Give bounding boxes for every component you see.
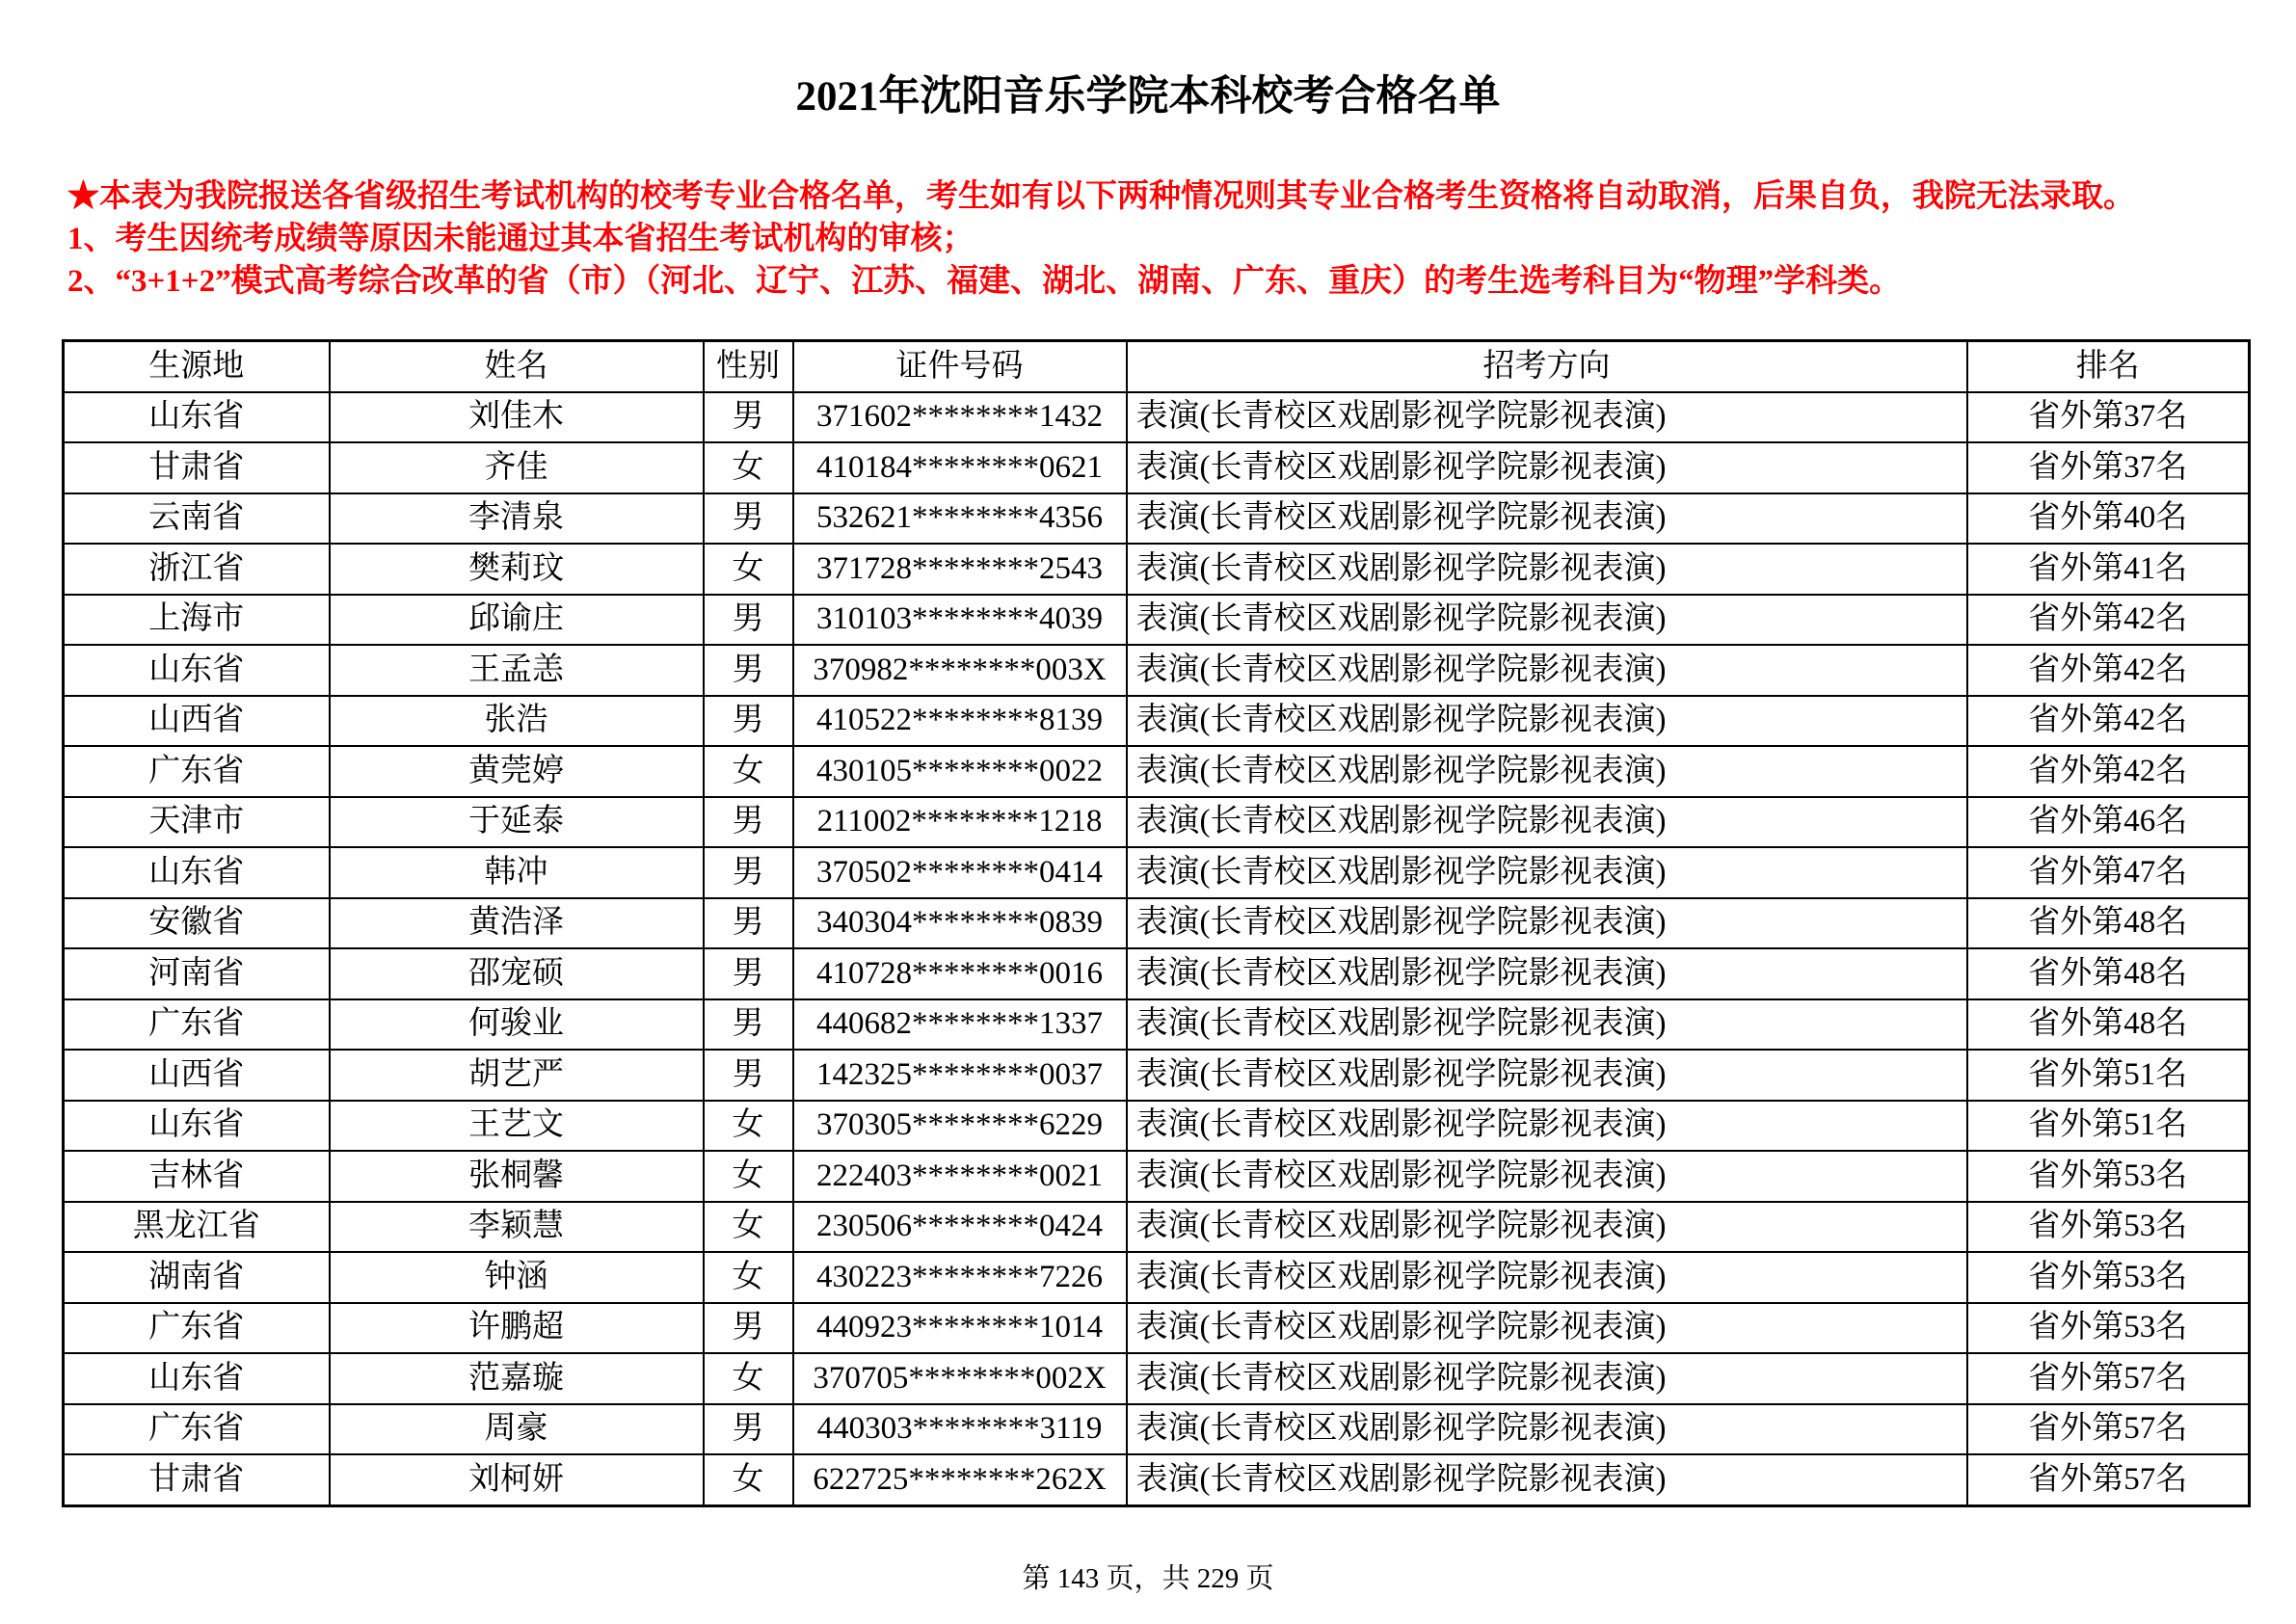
cell-name: 钟涵	[330, 1252, 704, 1303]
cell-id-number: 532621********4356	[793, 493, 1127, 545]
cell-rank: 省外第57名	[1967, 1353, 2250, 1404]
column-header-gender: 性别	[704, 341, 793, 392]
cell-origin: 安徽省	[64, 898, 330, 949]
cell-origin: 山西省	[64, 1050, 330, 1101]
cell-id-number: 310103********4039	[793, 595, 1127, 646]
cell-name: 胡艺严	[330, 1050, 704, 1101]
cell-rank: 省外第53名	[1967, 1202, 2250, 1253]
cell-major: 表演(长青校区戏剧影视学院影视表演)	[1127, 493, 1967, 545]
cell-gender: 女	[704, 1252, 793, 1303]
cell-id-number: 211002********1218	[793, 797, 1127, 848]
cell-origin: 山东省	[64, 1101, 330, 1152]
cell-rank: 省外第46名	[1967, 797, 2250, 848]
notice-line-2: 1、考生因统考成绩等原因未能通过其本省招生考试机构的审核；	[67, 222, 974, 256]
column-header-origin: 生源地	[64, 341, 330, 392]
cell-id-number: 371728********2543	[793, 544, 1127, 595]
table-head	[64, 341, 2250, 392]
cell-gender: 女	[704, 1454, 793, 1505]
table-body	[64, 392, 2250, 1506]
cell-id-number: 370982********003X	[793, 645, 1127, 696]
cell-gender: 女	[704, 544, 793, 595]
cell-name: 韩冲	[330, 847, 704, 898]
cell-major: 表演(长青校区戏剧影视学院影视表演)	[1127, 645, 1967, 696]
cell-gender: 男	[704, 493, 793, 545]
cell-gender: 男	[704, 595, 793, 646]
cell-gender: 男	[704, 847, 793, 898]
notice-line-1: ★本表为我院报送各省级招生考试机构的校考专业合格名单，考生如有以下两种情况则其专业合格考生资格将自动取消，后果自负，我院无法录取。	[67, 179, 2135, 214]
cell-origin: 黑龙江省	[64, 1202, 330, 1253]
table-row	[64, 392, 2250, 443]
cell-major: 表演(长青校区戏剧影视学院影视表演)	[1127, 1404, 1967, 1455]
cell-major: 表演(长青校区戏剧影视学院影视表演)	[1127, 595, 1967, 646]
cell-name: 李清泉	[330, 493, 704, 545]
cell-rank: 省外第48名	[1967, 948, 2250, 999]
column-header-id-number: 证件号码	[793, 341, 1127, 392]
table-row	[64, 1050, 2250, 1101]
cell-rank: 省外第53名	[1967, 1252, 2250, 1303]
cell-major: 表演(长青校区戏剧影视学院影视表演)	[1127, 544, 1967, 595]
cell-major: 表演(长青校区戏剧影视学院影视表演)	[1127, 1303, 1967, 1354]
table-row	[64, 442, 2250, 493]
cell-name: 刘佳木	[330, 392, 704, 443]
cell-gender: 男	[704, 645, 793, 696]
cell-origin: 上海市	[64, 595, 330, 646]
table-row	[64, 898, 2250, 949]
cell-gender: 女	[704, 1101, 793, 1152]
table-row	[64, 696, 2250, 747]
cell-name: 周豪	[330, 1404, 704, 1455]
cell-rank: 省外第41名	[1967, 544, 2250, 595]
table-row	[64, 847, 2250, 898]
cell-id-number: 440682********1337	[793, 999, 1127, 1051]
table-row	[64, 544, 2250, 595]
cell-major: 表演(长青校区戏剧影视学院影视表演)	[1127, 1050, 1967, 1101]
cell-rank: 省外第47名	[1967, 847, 2250, 898]
admission-list-table	[62, 339, 2251, 1507]
cell-major: 表演(长青校区戏剧影视学院影视表演)	[1127, 1202, 1967, 1253]
cell-name: 黄莞婷	[330, 746, 704, 797]
cell-id-number: 370502********0414	[793, 847, 1127, 898]
cell-id-number: 222403********0021	[793, 1151, 1127, 1202]
table-row	[64, 1353, 2250, 1404]
cell-name: 齐佳	[330, 442, 704, 493]
column-header-name: 姓名	[330, 341, 704, 392]
table-row	[64, 999, 2250, 1051]
table-row	[64, 1454, 2250, 1505]
cell-id-number: 230506********0424	[793, 1202, 1127, 1253]
cell-origin: 山东省	[64, 847, 330, 898]
cell-gender: 男	[704, 1303, 793, 1354]
cell-origin: 吉林省	[64, 1151, 330, 1202]
document-title: 2021年沈阳音乐学院本科校考合格名单	[795, 74, 1501, 120]
table-row	[64, 595, 2250, 646]
cell-origin: 甘肃省	[64, 442, 330, 493]
cell-rank: 省外第42名	[1967, 696, 2250, 747]
cell-name: 王孟恙	[330, 645, 704, 696]
cell-origin: 山东省	[64, 392, 330, 443]
page-number-footer: 第 143 页，共 229 页	[1022, 1563, 1274, 1594]
cell-rank: 省外第42名	[1967, 645, 2250, 696]
cell-name: 黄浩泽	[330, 898, 704, 949]
cell-rank: 省外第48名	[1967, 898, 2250, 949]
cell-name: 许鹏超	[330, 1303, 704, 1354]
cell-gender: 女	[704, 1151, 793, 1202]
cell-rank: 省外第57名	[1967, 1454, 2250, 1505]
table-row	[64, 1404, 2250, 1455]
cell-name: 张桐馨	[330, 1151, 704, 1202]
cell-major: 表演(长青校区戏剧影视学院影视表演)	[1127, 898, 1967, 949]
cell-id-number: 410184********0621	[793, 442, 1127, 493]
cell-rank: 省外第37名	[1967, 392, 2250, 443]
cell-gender: 男	[704, 797, 793, 848]
cell-origin: 河南省	[64, 948, 330, 999]
cell-rank: 省外第57名	[1967, 1404, 2250, 1455]
cell-rank: 省外第53名	[1967, 1151, 2250, 1202]
cell-name: 李颖慧	[330, 1202, 704, 1253]
cell-rank: 省外第40名	[1967, 493, 2250, 545]
cell-gender: 男	[704, 948, 793, 999]
cell-major: 表演(长青校区戏剧影视学院影视表演)	[1127, 696, 1967, 747]
table-row	[64, 645, 2250, 696]
cell-rank: 省外第42名	[1967, 595, 2250, 646]
cell-origin: 山西省	[64, 696, 330, 747]
table-row	[64, 1303, 2250, 1354]
cell-gender: 男	[704, 898, 793, 949]
cell-name: 樊莉玟	[330, 544, 704, 595]
table-row	[64, 797, 2250, 848]
table-row	[64, 1252, 2250, 1303]
cell-rank: 省外第51名	[1967, 1050, 2250, 1101]
cell-origin: 山东省	[64, 1353, 330, 1404]
table-row	[64, 493, 2250, 545]
cell-id-number: 142325********0037	[793, 1050, 1127, 1101]
cell-gender: 男	[704, 1050, 793, 1101]
cell-major: 表演(长青校区戏剧影视学院影视表演)	[1127, 1252, 1967, 1303]
cell-id-number: 440303********3119	[793, 1404, 1127, 1455]
notice-block	[67, 175, 2275, 303]
cell-id-number: 371602********1432	[793, 392, 1127, 443]
cell-major: 表演(长青校区戏剧影视学院影视表演)	[1127, 1353, 1967, 1404]
cell-rank: 省外第42名	[1967, 746, 2250, 797]
cell-name: 张浩	[330, 696, 704, 747]
table-row	[64, 948, 2250, 999]
cell-major: 表演(长青校区戏剧影视学院影视表演)	[1127, 797, 1967, 848]
cell-major: 表演(长青校区戏剧影视学院影视表演)	[1127, 746, 1967, 797]
cell-major: 表演(长青校区戏剧影视学院影视表演)	[1127, 442, 1967, 493]
cell-major: 表演(长青校区戏剧影视学院影视表演)	[1127, 1454, 1967, 1505]
table-row	[64, 746, 2250, 797]
cell-gender: 男	[704, 999, 793, 1051]
cell-origin: 广东省	[64, 1303, 330, 1354]
cell-id-number: 440923********1014	[793, 1303, 1127, 1354]
table-row	[64, 1101, 2250, 1152]
table-row	[64, 1202, 2250, 1253]
cell-id-number: 430105********0022	[793, 746, 1127, 797]
column-header-rank: 排名	[1967, 341, 2250, 392]
cell-id-number: 430223********7226	[793, 1252, 1127, 1303]
table-header-row	[64, 341, 2250, 392]
cell-rank: 省外第53名	[1967, 1303, 2250, 1354]
cell-name: 邱谕庄	[330, 595, 704, 646]
cell-name: 于延泰	[330, 797, 704, 848]
cell-rank: 省外第37名	[1967, 442, 2250, 493]
cell-id-number: 410728********0016	[793, 948, 1127, 999]
cell-id-number: 340304********0839	[793, 898, 1127, 949]
cell-origin: 广东省	[64, 999, 330, 1051]
cell-origin: 云南省	[64, 493, 330, 545]
cell-major: 表演(长青校区戏剧影视学院影视表演)	[1127, 948, 1967, 999]
column-header-major: 招考方向	[1127, 341, 1967, 392]
cell-id-number: 410522********8139	[793, 696, 1127, 747]
cell-origin: 广东省	[64, 1404, 330, 1455]
cell-name: 刘柯妍	[330, 1454, 704, 1505]
cell-name: 王艺文	[330, 1101, 704, 1152]
cell-origin: 天津市	[64, 797, 330, 848]
cell-major: 表演(长青校区戏剧影视学院影视表演)	[1127, 392, 1967, 443]
cell-origin: 浙江省	[64, 544, 330, 595]
cell-gender: 女	[704, 1202, 793, 1253]
cell-major: 表演(长青校区戏剧影视学院影视表演)	[1127, 1101, 1967, 1152]
cell-gender: 男	[704, 1404, 793, 1455]
cell-name: 邵宠硕	[330, 948, 704, 999]
cell-id-number: 370305********6229	[793, 1101, 1127, 1152]
cell-origin: 广东省	[64, 746, 330, 797]
cell-id-number: 622725********262X	[793, 1454, 1127, 1505]
cell-gender: 女	[704, 746, 793, 797]
cell-major: 表演(长青校区戏剧影视学院影视表演)	[1127, 1151, 1967, 1202]
cell-gender: 女	[704, 1353, 793, 1404]
cell-name: 范嘉璇	[330, 1353, 704, 1404]
cell-origin: 山东省	[64, 645, 330, 696]
cell-major: 表演(长青校区戏剧影视学院影视表演)	[1127, 999, 1967, 1051]
cell-origin: 湖南省	[64, 1252, 330, 1303]
cell-rank: 省外第51名	[1967, 1101, 2250, 1152]
notice-line-3: 2、“3+1+2”模式高考综合改革的省（市）（河北、辽宁、江苏、福建、湖北、湖南、广东、重庆）的考生选考科目为“物理”学科类。	[67, 264, 1902, 299]
cell-origin: 甘肃省	[64, 1454, 330, 1505]
table-row	[64, 1151, 2250, 1202]
cell-rank: 省外第48名	[1967, 999, 2250, 1051]
cell-name: 何骏业	[330, 999, 704, 1051]
cell-id-number: 370705********002X	[793, 1353, 1127, 1404]
cell-major: 表演(长青校区戏剧影视学院影视表演)	[1127, 847, 1967, 898]
cell-gender: 男	[704, 696, 793, 747]
cell-gender: 女	[704, 442, 793, 493]
cell-gender: 男	[704, 392, 793, 443]
